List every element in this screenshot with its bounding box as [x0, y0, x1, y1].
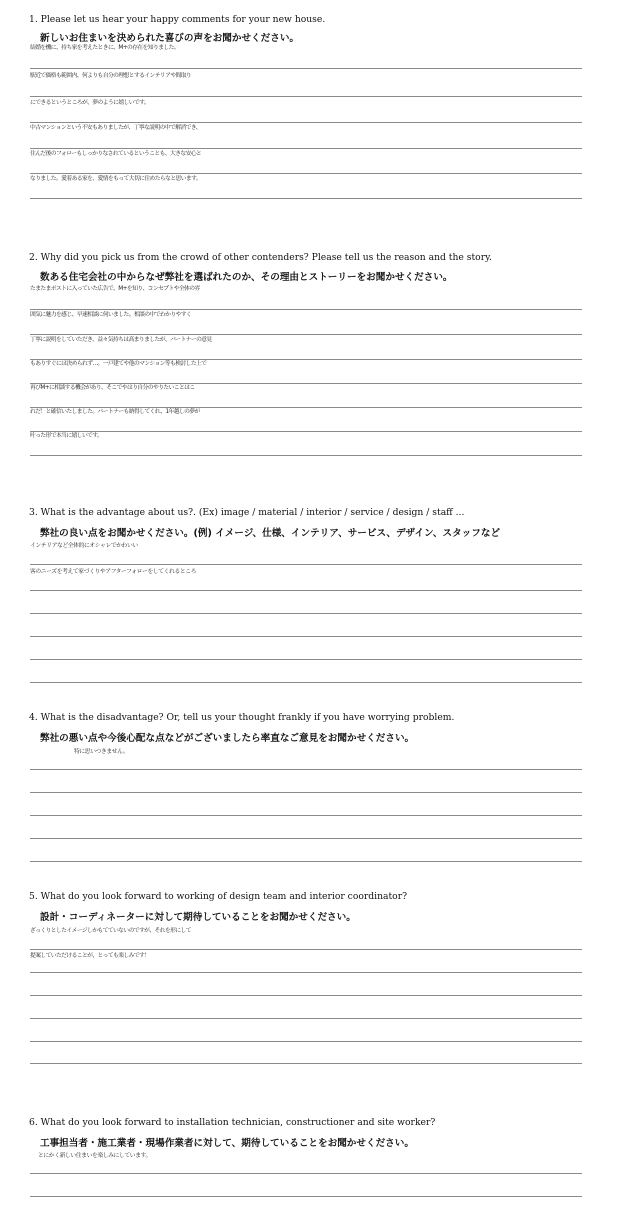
answer-line	[30, 995, 582, 996]
answer-line	[30, 96, 582, 97]
answer-line	[30, 122, 582, 123]
answer-line	[30, 972, 582, 973]
answer-line	[30, 455, 582, 456]
answer-line	[30, 838, 582, 839]
answer-line	[30, 1196, 582, 1197]
answer-line	[30, 792, 582, 793]
answer-1-line-5: 住んだ後のフォローもしっかりなされているということも、大きな安心と	[30, 151, 202, 157]
answer-line	[30, 1041, 582, 1042]
answer-4-line-1: 特に思いつきません。	[74, 749, 129, 755]
answer-2-line-1: たまたまポストに入っていた広告で、M+を知り、コンセプトや全体の雰	[30, 286, 200, 292]
answer-line	[30, 682, 582, 683]
answer-line	[30, 590, 582, 591]
answer-2-line-6: れだ！と確信いたしました。パートナーも納得してくれ、1年越しの夢が	[30, 409, 200, 415]
answer-1-line-4: 中古マンションという不安もありましたが、丁寧な説明の中で解消でき、	[30, 125, 202, 131]
question-6-english: 6. What do you look forward to installation technician, constructioner and site worker?	[29, 1117, 436, 1128]
answer-line	[30, 1173, 582, 1174]
answer-1-line-2: 駅近で価格も範囲内、何よりも自分の理想とするインテリアや間取り	[30, 73, 192, 79]
question-5-japanese: 設計・コーディネーターに対して期待していることをお聞かせください。	[40, 912, 356, 923]
answer-line	[30, 815, 582, 816]
answer-line	[30, 148, 582, 149]
question-4-english: 4. What is the disadvantage? Or, tell us your thought frankly if you have worrying problem.	[29, 712, 455, 723]
answer-3-line-1: インテリアなど全体的にオシャレでかわいい	[30, 543, 138, 549]
answer-line	[30, 383, 582, 384]
answer-6-line-1: とにかく新しい住まいを楽しみにしています。	[38, 1153, 151, 1159]
question-1-english: 1. Please let us hear your happy comments for your new house.	[29, 14, 326, 25]
answer-line	[30, 173, 582, 174]
answer-line	[30, 1018, 582, 1019]
answer-3-line-2: 客のニーズを考えて家づくりやアフターフォローをしてくれるところ	[30, 569, 197, 575]
answer-line	[30, 431, 582, 432]
answer-2-line-2: 囲気に魅力を感じ、早速相談に伺いました。相談の中でわかりやすく	[30, 312, 192, 318]
answer-2-line-4: もありすぐには決められず…。一戸建てや他のマンション等も検討した上で	[30, 361, 207, 367]
answer-line	[30, 636, 582, 637]
answer-line	[30, 309, 582, 310]
answer-line	[30, 564, 582, 565]
question-4-japanese: 弊社の悪い点や今後心配な点などがございましたら率直なご意見をお聞かせください。	[40, 733, 415, 744]
answer-line	[30, 659, 582, 660]
answer-line	[30, 613, 582, 614]
answer-line	[30, 359, 582, 360]
answer-line	[30, 949, 582, 950]
question-2-english: 2. Why did you pick us from the crowd of other contenders? Please tell us the reason and the story.	[29, 252, 492, 263]
question-3-english: 3. What is the advantage about us?. (Ex) image / material / interior / service / design / staff ...	[29, 507, 465, 518]
answer-2-line-3: 丁寧に説明をしていただき、益々気持ちは高まりましたが、パートナーの意見	[30, 337, 212, 343]
answer-1-line-1: 結婚を機に、持ち家を考えたときに、M+の存在を知りました。	[30, 45, 179, 51]
answer-1-line-6: なりました。愛着ある家を、愛情をもって大切に住めたらなと思います。	[30, 176, 202, 182]
answer-5-line-2: 提案していただけることが、とっても楽しみです！	[30, 953, 150, 959]
answer-2-line-7: 叶った形で本当に嬉しいです。	[30, 433, 103, 439]
answer-line	[30, 769, 582, 770]
question-6-japanese: 工事担当者・施工業者・現場作業者に対して、期待していることをお聞かせください。	[40, 1138, 414, 1149]
answer-line	[30, 1063, 582, 1064]
question-2-japanese: 数ある住宅会社の中からなぜ弊社を選ばれたのか、その理由とストーリーをお聞かせください。	[40, 272, 453, 283]
question-3-japanese: 弊社の良い点をお聞かせください。(例) イメージ、仕様、インテリア、サービス、デザイン、スタッフなど	[40, 528, 501, 539]
answer-line	[30, 861, 582, 862]
question-1-japanese: 新しいお住まいを決められた喜びの声をお聞かせください。	[40, 33, 300, 44]
answer-2-line-5: 再びM+に相談する機会があり、そこでやはり自分のやりたいことはこ	[30, 385, 195, 391]
question-5-english: 5. What do you look forward to working of design team and interior coordinator?	[29, 891, 408, 902]
answer-line	[30, 334, 582, 335]
answer-1-line-3: にできるというところが、夢のように嬉しいです。	[30, 100, 150, 106]
answer-line	[30, 198, 582, 199]
answer-5-line-1: ざっくりとしたイメージしかもてていないのですが、それを形にして	[30, 928, 191, 934]
answer-line	[30, 68, 582, 69]
answer-line	[30, 407, 582, 408]
